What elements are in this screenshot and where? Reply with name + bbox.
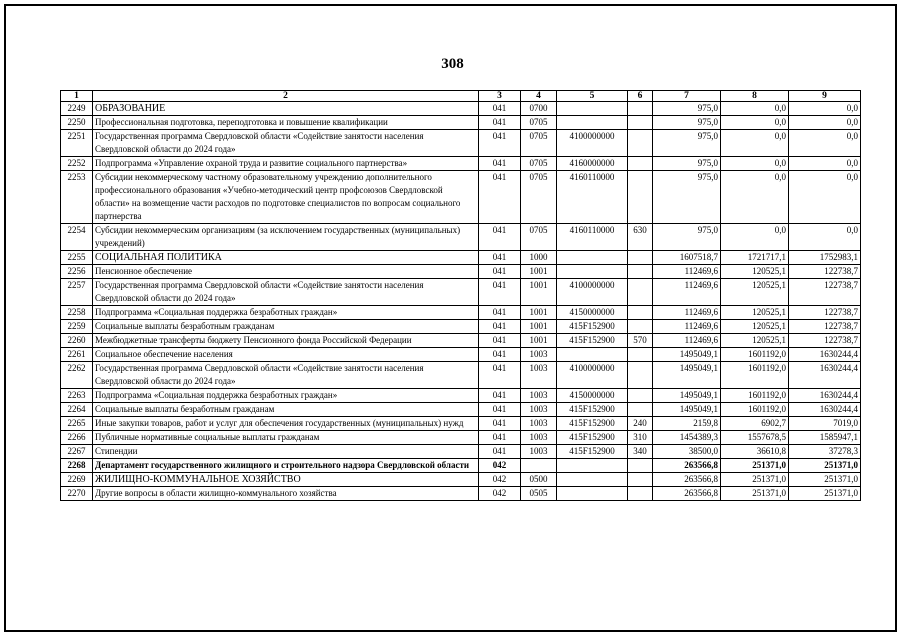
row-code-6 bbox=[628, 348, 653, 362]
row-value-9: 1630244,4 bbox=[789, 389, 861, 403]
table-row bbox=[61, 130, 861, 157]
row-name: Подпрограмма «Социальная поддержка безработных граждан» bbox=[93, 389, 479, 403]
row-code-5: 4100000000 bbox=[557, 130, 628, 157]
row-number: 2255 bbox=[61, 251, 93, 265]
row-code-4: 1003 bbox=[521, 362, 557, 389]
row-code-5: 4100000000 bbox=[557, 362, 628, 389]
row-value-8: 1601192,0 bbox=[721, 348, 789, 362]
row-value-9: 37278,3 bbox=[789, 445, 861, 459]
row-value-7: 1495049,1 bbox=[653, 403, 721, 417]
row-name: Субсидии некоммерческим организациям (за исключением государственных (муниципальных) учреждений) bbox=[93, 224, 479, 251]
row-code-3: 041 bbox=[479, 362, 521, 389]
row-value-9: 0,0 bbox=[789, 157, 861, 171]
row-value-9: 1630244,4 bbox=[789, 348, 861, 362]
row-number: 2249 bbox=[61, 102, 93, 116]
row-code-5 bbox=[557, 473, 628, 487]
row-code-4: 1003 bbox=[521, 403, 557, 417]
col-header: 9 bbox=[789, 91, 861, 102]
row-code-4: 1001 bbox=[521, 334, 557, 348]
row-value-8: 251371,0 bbox=[721, 459, 789, 473]
row-code-4: 1001 bbox=[521, 306, 557, 320]
row-code-6 bbox=[628, 306, 653, 320]
row-number: 2251 bbox=[61, 130, 93, 157]
table-row bbox=[61, 473, 861, 487]
table-row bbox=[61, 348, 861, 362]
row-number: 2263 bbox=[61, 389, 93, 403]
row-name: Публичные нормативные социальные выплаты гражданам bbox=[93, 431, 479, 445]
row-value-9: 251371,0 bbox=[789, 487, 861, 501]
row-number: 2262 bbox=[61, 362, 93, 389]
table-row bbox=[61, 334, 861, 348]
row-code-3: 041 bbox=[479, 224, 521, 251]
row-code-5 bbox=[557, 487, 628, 501]
row-value-8: 251371,0 bbox=[721, 487, 789, 501]
row-value-8: 0,0 bbox=[721, 171, 789, 224]
row-name: Социальное обеспечение населения bbox=[93, 348, 479, 362]
row-code-4: 1000 bbox=[521, 251, 557, 265]
table-row bbox=[61, 403, 861, 417]
row-value-7: 112469,6 bbox=[653, 334, 721, 348]
row-value-7: 1495049,1 bbox=[653, 362, 721, 389]
row-name: Стипендии bbox=[93, 445, 479, 459]
row-name: Подпрограмма «Управление охраной труда и развитие социального партнерства» bbox=[93, 157, 479, 171]
row-number: 2264 bbox=[61, 403, 93, 417]
row-code-3: 041 bbox=[479, 334, 521, 348]
row-code-4: 0705 bbox=[521, 116, 557, 130]
row-value-8: 120525,1 bbox=[721, 279, 789, 306]
row-value-9: 122738,7 bbox=[789, 279, 861, 306]
row-code-3: 042 bbox=[479, 487, 521, 501]
row-name: СОЦИАЛЬНАЯ ПОЛИТИКА bbox=[93, 251, 479, 265]
row-code-3: 041 bbox=[479, 306, 521, 320]
row-name: Государственная программа Свердловской области «Содействие занятости населения Свердловской области до 2024 года» bbox=[93, 279, 479, 306]
row-code-5: 415F152900 bbox=[557, 431, 628, 445]
table-row bbox=[61, 431, 861, 445]
row-value-9: 1630244,4 bbox=[789, 403, 861, 417]
row-value-8: 1601192,0 bbox=[721, 389, 789, 403]
row-code-4: 0500 bbox=[521, 473, 557, 487]
row-name: Субсидии некоммерческому частному образовательному учреждению дополнительного профессионального образования «Учебно-методический центр профсоюзов Свердловской области» на возмещение части расходов по подготовке специалистов по вопросам социального партнерства bbox=[93, 171, 479, 224]
row-code-6 bbox=[628, 362, 653, 389]
row-name: Иные закупки товаров, работ и услуг для обеспечения государственных (муниципальных) нужд bbox=[93, 417, 479, 431]
row-code-6: 310 bbox=[628, 431, 653, 445]
row-code-3: 041 bbox=[479, 417, 521, 431]
row-code-5 bbox=[557, 102, 628, 116]
row-value-8: 0,0 bbox=[721, 102, 789, 116]
row-value-9: 1630244,4 bbox=[789, 362, 861, 389]
row-code-3: 041 bbox=[479, 265, 521, 279]
row-value-7: 975,0 bbox=[653, 116, 721, 130]
row-code-4 bbox=[521, 459, 557, 473]
row-value-8: 120525,1 bbox=[721, 334, 789, 348]
row-code-6 bbox=[628, 251, 653, 265]
row-value-9: 0,0 bbox=[789, 116, 861, 130]
table-body bbox=[61, 102, 861, 501]
header-row bbox=[61, 91, 861, 102]
row-value-7: 38500,0 bbox=[653, 445, 721, 459]
row-number: 2256 bbox=[61, 265, 93, 279]
row-code-4: 1003 bbox=[521, 348, 557, 362]
row-value-8: 120525,1 bbox=[721, 265, 789, 279]
row-code-5: 415F152900 bbox=[557, 445, 628, 459]
row-code-6: 240 bbox=[628, 417, 653, 431]
row-value-9: 7019,0 bbox=[789, 417, 861, 431]
row-code-3: 041 bbox=[479, 389, 521, 403]
row-code-5: 4100000000 bbox=[557, 279, 628, 306]
row-code-4: 1003 bbox=[521, 445, 557, 459]
row-number: 2258 bbox=[61, 306, 93, 320]
row-code-6 bbox=[628, 459, 653, 473]
table-row bbox=[61, 279, 861, 306]
row-code-6 bbox=[628, 116, 653, 130]
row-code-3: 041 bbox=[479, 403, 521, 417]
row-number: 2267 bbox=[61, 445, 93, 459]
row-code-3: 041 bbox=[479, 348, 521, 362]
row-code-3: 041 bbox=[479, 116, 521, 130]
table-row bbox=[61, 306, 861, 320]
row-code-3: 042 bbox=[479, 459, 521, 473]
table-row bbox=[61, 445, 861, 459]
row-name: Межбюджетные трансферты бюджету Пенсионного фонда Российской Федерации bbox=[93, 334, 479, 348]
row-value-7: 263566,8 bbox=[653, 459, 721, 473]
row-value-8: 0,0 bbox=[721, 157, 789, 171]
row-value-8: 0,0 bbox=[721, 130, 789, 157]
row-code-6 bbox=[628, 279, 653, 306]
row-number: 2266 bbox=[61, 431, 93, 445]
row-code-6 bbox=[628, 130, 653, 157]
row-name: Социальные выплаты безработным гражданам bbox=[93, 320, 479, 334]
row-name: Другие вопросы в области жилищно-коммунального хозяйства bbox=[93, 487, 479, 501]
row-value-7: 112469,6 bbox=[653, 279, 721, 306]
table-row bbox=[61, 459, 861, 473]
row-number: 2252 bbox=[61, 157, 93, 171]
row-value-8: 1601192,0 bbox=[721, 362, 789, 389]
row-code-6 bbox=[628, 403, 653, 417]
row-code-4: 0505 bbox=[521, 487, 557, 501]
table-row bbox=[61, 116, 861, 130]
row-value-9: 0,0 bbox=[789, 224, 861, 251]
row-code-5: 4160000000 bbox=[557, 157, 628, 171]
row-number: 2268 bbox=[61, 459, 93, 473]
row-value-7: 975,0 bbox=[653, 224, 721, 251]
row-value-8: 36610,8 bbox=[721, 445, 789, 459]
row-code-5: 415F152900 bbox=[557, 334, 628, 348]
row-value-7: 263566,8 bbox=[653, 487, 721, 501]
table-row bbox=[61, 102, 861, 116]
row-code-5 bbox=[557, 459, 628, 473]
table-row bbox=[61, 417, 861, 431]
table-row bbox=[61, 265, 861, 279]
row-code-5 bbox=[557, 265, 628, 279]
row-code-4: 1003 bbox=[521, 417, 557, 431]
row-value-8: 1557678,5 bbox=[721, 431, 789, 445]
row-value-7: 1454389,3 bbox=[653, 431, 721, 445]
row-code-3: 041 bbox=[479, 279, 521, 306]
col-header: 1 bbox=[61, 91, 93, 102]
row-value-7: 975,0 bbox=[653, 102, 721, 116]
row-name: Государственная программа Свердловской области «Содействие занятости населения Свердловской области до 2024 года» bbox=[93, 362, 479, 389]
row-value-8: 0,0 bbox=[721, 224, 789, 251]
row-value-9: 122738,7 bbox=[789, 265, 861, 279]
row-value-9: 1752983,1 bbox=[789, 251, 861, 265]
row-code-4: 0705 bbox=[521, 157, 557, 171]
row-value-7: 112469,6 bbox=[653, 265, 721, 279]
row-value-7: 263566,8 bbox=[653, 473, 721, 487]
row-value-9: 0,0 bbox=[789, 171, 861, 224]
col-header: 2 bbox=[93, 91, 479, 102]
row-code-6 bbox=[628, 102, 653, 116]
row-code-3: 041 bbox=[479, 320, 521, 334]
row-code-3: 041 bbox=[479, 102, 521, 116]
row-code-3: 041 bbox=[479, 431, 521, 445]
row-code-5: 4160110000 bbox=[557, 224, 628, 251]
row-name: Подпрограмма «Социальная поддержка безработных граждан» bbox=[93, 306, 479, 320]
row-value-8: 6902,7 bbox=[721, 417, 789, 431]
row-code-5: 4150000000 bbox=[557, 389, 628, 403]
row-code-4: 0705 bbox=[521, 224, 557, 251]
row-value-7: 112469,6 bbox=[653, 306, 721, 320]
row-name: Департамент государственного жилищного и строительного надзора Свердловской области bbox=[93, 459, 479, 473]
row-value-7: 975,0 bbox=[653, 171, 721, 224]
row-number: 2253 bbox=[61, 171, 93, 224]
row-name: Пенсионное обеспечение bbox=[93, 265, 479, 279]
row-code-6: 340 bbox=[628, 445, 653, 459]
row-code-3: 041 bbox=[479, 157, 521, 171]
row-code-3: 041 bbox=[479, 251, 521, 265]
row-value-9: 251371,0 bbox=[789, 459, 861, 473]
row-number: 2254 bbox=[61, 224, 93, 251]
row-code-5: 415F152900 bbox=[557, 320, 628, 334]
row-value-8: 120525,1 bbox=[721, 320, 789, 334]
row-name: Социальные выплаты безработным гражданам bbox=[93, 403, 479, 417]
page-number: 308 bbox=[441, 56, 464, 72]
row-value-9: 122738,7 bbox=[789, 306, 861, 320]
col-header: 7 bbox=[653, 91, 721, 102]
row-code-5 bbox=[557, 348, 628, 362]
table-row bbox=[61, 157, 861, 171]
row-code-3: 042 bbox=[479, 473, 521, 487]
row-value-9: 0,0 bbox=[789, 102, 861, 116]
row-code-5 bbox=[557, 251, 628, 265]
row-code-3: 041 bbox=[479, 445, 521, 459]
row-code-5: 4160110000 bbox=[557, 171, 628, 224]
row-code-3: 041 bbox=[479, 130, 521, 157]
row-number: 2260 bbox=[61, 334, 93, 348]
row-number: 2250 bbox=[61, 116, 93, 130]
table-row bbox=[61, 389, 861, 403]
row-code-6 bbox=[628, 157, 653, 171]
row-code-4: 1001 bbox=[521, 279, 557, 306]
row-code-4: 0705 bbox=[521, 130, 557, 157]
row-code-6 bbox=[628, 171, 653, 224]
row-value-7: 2159,8 bbox=[653, 417, 721, 431]
col-header: 3 bbox=[479, 91, 521, 102]
row-code-6: 570 bbox=[628, 334, 653, 348]
table-row bbox=[61, 224, 861, 251]
row-name: ОБРАЗОВАНИЕ bbox=[93, 102, 479, 116]
row-code-6 bbox=[628, 265, 653, 279]
col-header: 6 bbox=[628, 91, 653, 102]
row-code-4: 0700 bbox=[521, 102, 557, 116]
row-code-4: 0705 bbox=[521, 171, 557, 224]
col-header: 4 bbox=[521, 91, 557, 102]
row-code-6: 630 bbox=[628, 224, 653, 251]
table-row bbox=[61, 251, 861, 265]
row-value-7: 1495049,1 bbox=[653, 348, 721, 362]
row-number: 2261 bbox=[61, 348, 93, 362]
row-value-7: 975,0 bbox=[653, 157, 721, 171]
row-value-9: 122738,7 bbox=[789, 320, 861, 334]
row-code-6 bbox=[628, 473, 653, 487]
row-code-5: 415F152900 bbox=[557, 403, 628, 417]
row-code-4: 1001 bbox=[521, 320, 557, 334]
row-code-3: 041 bbox=[479, 171, 521, 224]
table-row bbox=[61, 320, 861, 334]
row-value-8: 0,0 bbox=[721, 116, 789, 130]
row-value-8: 251371,0 bbox=[721, 473, 789, 487]
row-number: 2259 bbox=[61, 320, 93, 334]
row-code-6 bbox=[628, 389, 653, 403]
table-row bbox=[61, 171, 861, 224]
row-number: 2265 bbox=[61, 417, 93, 431]
row-code-5: 415F152900 bbox=[557, 417, 628, 431]
row-name: Профессиональная подготовка, переподготовка и повышение квалификации bbox=[93, 116, 479, 130]
row-name: ЖИЛИЩНО-КОММУНАЛЬНОЕ ХОЗЯЙСТВО bbox=[93, 473, 479, 487]
row-code-5 bbox=[557, 116, 628, 130]
table-row bbox=[61, 487, 861, 501]
col-header: 5 bbox=[557, 91, 628, 102]
row-value-7: 112469,6 bbox=[653, 320, 721, 334]
row-value-8: 1601192,0 bbox=[721, 403, 789, 417]
row-number: 2270 bbox=[61, 487, 93, 501]
row-code-6 bbox=[628, 487, 653, 501]
row-name: Государственная программа Свердловской области «Содействие занятости населения Свердловской области до 2024 года» bbox=[93, 130, 479, 157]
row-code-6 bbox=[628, 320, 653, 334]
row-value-8: 120525,1 bbox=[721, 306, 789, 320]
row-value-7: 1607518,7 bbox=[653, 251, 721, 265]
table-row bbox=[61, 362, 861, 389]
row-code-4: 1003 bbox=[521, 431, 557, 445]
row-number: 2269 bbox=[61, 473, 93, 487]
row-code-4: 1003 bbox=[521, 389, 557, 403]
row-value-9: 1585947,1 bbox=[789, 431, 861, 445]
col-header: 8 bbox=[721, 91, 789, 102]
row-value-9: 122738,7 bbox=[789, 334, 861, 348]
row-code-5: 4150000000 bbox=[557, 306, 628, 320]
row-value-9: 251371,0 bbox=[789, 473, 861, 487]
row-code-4: 1001 bbox=[521, 265, 557, 279]
budget-table bbox=[60, 90, 861, 501]
row-value-9: 0,0 bbox=[789, 130, 861, 157]
row-value-7: 1495049,1 bbox=[653, 389, 721, 403]
row-value-7: 975,0 bbox=[653, 130, 721, 157]
row-value-8: 1721717,1 bbox=[721, 251, 789, 265]
row-number: 2257 bbox=[61, 279, 93, 306]
